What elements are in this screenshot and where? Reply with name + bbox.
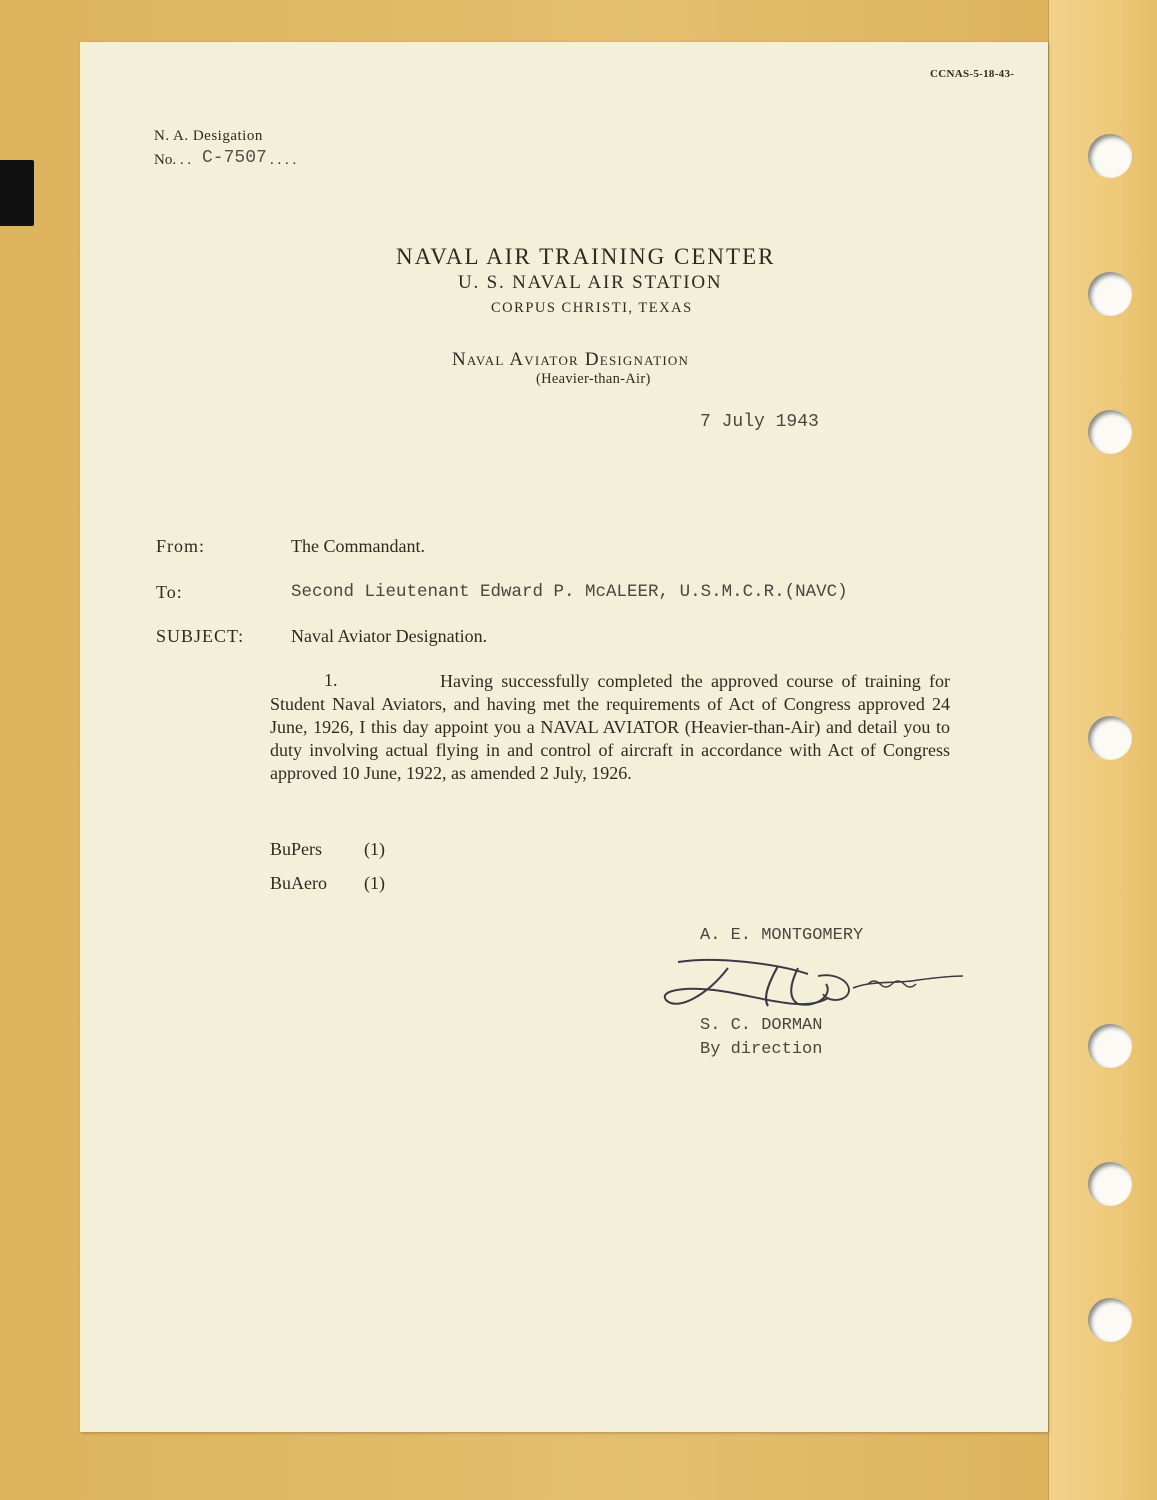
designation-number-suffix: . . . . — [270, 152, 297, 168]
copy-name: BuPers — [270, 839, 323, 859]
commandant-name: A. E. MONTGOMERY — [700, 926, 864, 945]
copy-count: (1) — [364, 839, 385, 859]
document-date: 7 July 1943 — [700, 412, 819, 432]
from-value: The Commandant. — [291, 536, 425, 556]
binder-hole — [1088, 716, 1132, 760]
signer-name: S. C. DORMAN — [700, 1016, 823, 1035]
header-line-3: CORPUS CHRISTI, TEXAS — [491, 300, 693, 316]
designation-number-prefix: No. . . — [154, 152, 192, 168]
subject-label: SUBJECT: — [156, 626, 245, 646]
header-line-1: NAVAL AIR TRAINING CENTER — [396, 244, 776, 269]
designation-number: C-7507 — [202, 148, 267, 168]
document-title: Naval Aviator Designation — [452, 349, 690, 370]
copy-name: BuAero — [270, 873, 327, 893]
binder-hole — [1088, 134, 1132, 178]
subject-value: Naval Aviator Designation. — [291, 626, 488, 646]
header-line-2: U. S. NAVAL AIR STATION — [458, 272, 723, 293]
binder-hole — [1088, 272, 1132, 316]
binder-hole — [1088, 1024, 1132, 1068]
paragraph-text: Having successfully completed the approved course of training for Student Naval Aviators, and having met the requirements of Act of Congress approved 24 June, 1926, I this day appoint you a NAVAL AVIATOR (Heavier-than-Air) and detail you to duty involving actual flying in and control of aircraft in accordance with Act of Congress approved 10 June, 1922, as amended 2 July, 1926. — [270, 671, 950, 783]
signer-authority: By direction — [700, 1040, 823, 1059]
handwritten-signature — [658, 954, 968, 1018]
binder-hole — [1088, 1162, 1132, 1206]
binder-hole — [1088, 410, 1132, 454]
paragraph-number: 1. — [324, 670, 338, 690]
document-subtitle: (Heavier-than-Air) — [536, 371, 651, 387]
binder-hole — [1088, 1298, 1132, 1342]
to-value: Second Lieutenant Edward P. McALEER, U.S.M.C.R.(NAVC) — [291, 582, 848, 602]
form-code: CCNAS-5-18-43- — [930, 68, 1015, 80]
to-label: To: — [156, 582, 183, 602]
folder-edge-tab — [0, 160, 34, 226]
from-label: From: — [156, 536, 206, 556]
document-sheet — [80, 42, 1048, 1432]
copy-count: (1) — [364, 873, 385, 893]
designation-label: N. A. Desigation — [154, 128, 263, 144]
